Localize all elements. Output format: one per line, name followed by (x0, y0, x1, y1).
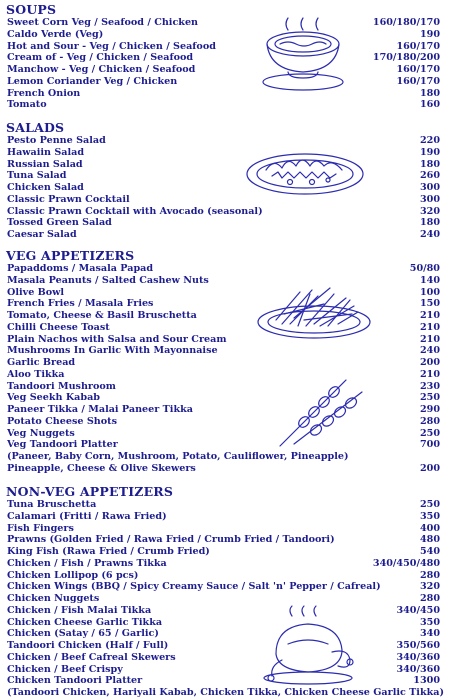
menu-item (7, 381, 440, 393)
menu-item-price: 250 (419, 499, 440, 510)
soup-bowl-illustration (258, 14, 348, 96)
menu-item-name: Chicken Cheese Garlic Tikka (7, 616, 163, 628)
menu-item-price: 250 (419, 427, 440, 439)
menu-item (7, 182, 440, 194)
menu-item (7, 593, 440, 605)
menu-item (7, 439, 440, 451)
menu-item-name: (Paneer, Baby Corn, Mushroom, Potato, Cauliflower, Pineapple) (7, 451, 349, 462)
fries-plate-illustration (254, 284, 374, 342)
menu-item-name: French Onion (7, 87, 81, 99)
menu-item-price: 700 (419, 439, 440, 451)
menu-item-name: Hot and Sour - Veg / Chicken / Seafood (7, 40, 216, 52)
menu-item-price: 350 (419, 510, 440, 522)
menu-item-name: Veg Nuggets (7, 427, 75, 439)
menu-item-price: 190 (419, 146, 440, 158)
menu-item-name: Tuna Salad (7, 170, 67, 182)
menu-item-price: 280 (419, 593, 440, 604)
menu-item-name: Pesto Penne Salad (7, 135, 106, 146)
menu-item (7, 369, 440, 381)
menu-item-price: 190 (419, 28, 440, 40)
menu-item (7, 640, 440, 652)
menu-item (7, 159, 440, 171)
menu-item (7, 17, 440, 29)
menu-item-name: Tandoori Chicken (Half / Full) (7, 640, 169, 651)
menu-item (7, 581, 440, 593)
menu-item (7, 170, 440, 182)
menu-item-price: 100 (419, 286, 440, 298)
menu-item-name: Lemon Coriander Veg / Chicken (7, 75, 178, 87)
menu-item-name: Chicken / Fish Malai Tikka (7, 604, 152, 616)
menu-item (7, 310, 440, 322)
menu-item-price: 250 (419, 392, 440, 404)
menu-item-name: Fish Fingers (7, 522, 74, 534)
menu-item-price: 150 (419, 298, 440, 310)
menu-item-name: Mushrooms In Garlic With Mayonnaise (7, 345, 218, 357)
menu-item-price: 180 (419, 158, 440, 170)
menu-item (7, 52, 440, 64)
menu-item-name: Russian Salad (7, 158, 83, 170)
menu-item (7, 287, 440, 299)
menu-item-price: 160 (419, 99, 440, 111)
menu-item (7, 675, 440, 687)
menu-item-name: Sweet Corn Veg / Seafood / Chicken (7, 17, 199, 28)
menu-item (7, 570, 440, 582)
menu-item (7, 404, 440, 416)
menu-item-name: Classic Prawn Cocktail (7, 193, 130, 205)
menu-item (7, 357, 440, 369)
menu-item (7, 194, 440, 206)
menu-item (7, 605, 440, 617)
menu-item-price: 290 (419, 404, 440, 415)
menu-item (7, 416, 440, 428)
menu-item-name: Tandoori Mushroom (7, 380, 116, 392)
menu-item-price: 210 (419, 321, 440, 333)
menu-item (7, 546, 440, 558)
menu-item-price: 240 (419, 229, 440, 240)
menu-item-name: Chicken Wings (BBQ / Spicy Creamy Sauce / Salt 'n' Pepper / Cafreal) (7, 581, 381, 593)
menu-item (7, 275, 440, 287)
menu-item (7, 558, 440, 570)
menu-item-name: Tomato (7, 99, 47, 111)
section-title: SOUPS (6, 2, 57, 17)
menu-item-name: French Fries / Masala Fries (7, 298, 154, 310)
menu-item-name: Tossed Green Salad (7, 217, 112, 229)
menu-item-name: Pineapple, Cheese & Olive Skewers (7, 462, 196, 474)
menu-item-name: Veg Tandoori Platter (7, 439, 118, 451)
menu-item-price: 350 (419, 616, 440, 628)
menu-item-price: 160/170 (396, 64, 440, 75)
menu-item-price: 340 (419, 628, 440, 640)
menu-item-price: 210 (419, 368, 440, 380)
menu-item-name: Prawns (Golden Fried / Rawa Fried / Crumb Fried / Tandoori) (7, 534, 335, 546)
menu-item (7, 263, 440, 275)
menu-item (7, 463, 440, 475)
menu-item-price: 340/360 (396, 651, 440, 663)
menu-item-price: 280 (419, 415, 440, 427)
menu-item (7, 511, 440, 523)
menu-item-name: Classic Prawn Cocktail with Avocado (seasonal) (7, 205, 263, 217)
menu-item-price: 220 (419, 135, 440, 146)
menu-item-price: 200 (419, 357, 440, 368)
menu-item-name: Plain Nachos with Salsa and Sour Cream (7, 333, 227, 345)
menu-item (7, 135, 440, 147)
menu-item (7, 29, 440, 41)
menu-item-price: 320 (419, 205, 440, 217)
menu-item-price: 230 (419, 380, 440, 392)
menu-item (7, 617, 440, 629)
menu-item-name: Paneer Tikka / Malai Paneer Tikka (7, 404, 193, 415)
menu-item (7, 64, 440, 76)
menu-item-name: Chicken Nuggets (7, 593, 100, 604)
menu-item-name: Chilli Cheese Toast (7, 321, 110, 333)
menu-item (7, 322, 440, 334)
menu-item (7, 76, 440, 88)
menu-item (7, 523, 440, 535)
menu-item-price: 340/360 (396, 663, 440, 675)
menu-item-price: 170/180/200 (372, 52, 440, 64)
menu-item-name: Chicken Lollipop (6 pcs) (7, 569, 139, 581)
menu-item-price: 340/450 (396, 604, 440, 616)
menu-item (7, 41, 440, 53)
menu-item-price: 210 (419, 333, 440, 345)
kebab-skewers-illustration (276, 372, 366, 448)
menu-item-name: Cream of - Veg / Chicken / Seafood (7, 52, 194, 64)
menu-item-name: Olive Bowl (7, 286, 65, 298)
menu-item (7, 499, 440, 511)
section-title: NON-VEG APPETIZERS (6, 484, 174, 499)
menu-item-name: Caesar Salad (7, 229, 77, 240)
menu-item (7, 298, 440, 310)
menu-item-name: Caldo Verde (Veg) (7, 28, 104, 40)
menu-item (7, 392, 440, 404)
menu-item-name: Hawaiin Salad (7, 146, 85, 158)
menu-item (7, 345, 440, 357)
menu-item (7, 428, 440, 440)
menu-item (7, 664, 440, 676)
menu-item-price: 300 (419, 193, 440, 205)
menu-item-price: 300 (419, 182, 440, 193)
menu-item (7, 206, 440, 218)
menu-item (7, 652, 440, 664)
menu-item (7, 229, 440, 241)
section-title: VEG APPETIZERS (6, 248, 135, 263)
menu-item-name: Tomato, Cheese & Basil Bruschetta (7, 310, 197, 321)
menu-item-price: 260 (419, 170, 440, 182)
menu-item-price: 480 (419, 534, 440, 546)
section-title: SALADS (6, 120, 65, 135)
menu-item-price: 340/450/480 (372, 557, 440, 569)
menu-item-name: Papaddoms / Masala Papad (7, 263, 154, 274)
menu-item-price: 180 (419, 87, 440, 99)
menu-item-name: Aloo Tikka (7, 368, 65, 380)
menu-item-name: Chicken / Fish / Prawns Tikka (7, 557, 167, 569)
menu-item-name: Potato Cheese Shots (7, 415, 117, 427)
menu-item-name: Chicken (Satay / 65 / Garlic) (7, 628, 159, 640)
menu-item-price: 140 (419, 274, 440, 286)
roast-chicken-illustration (262, 604, 356, 686)
menu-item (7, 99, 440, 111)
menu-item-price: 350/560 (396, 640, 440, 651)
menu-item-name: Veg Seekh Kabab (7, 392, 100, 404)
menu-item-price: 1300 (413, 675, 440, 687)
menu-item (7, 628, 440, 640)
menu-item-price: 400 (419, 522, 440, 534)
menu-item-price: 540 (419, 546, 440, 557)
menu-item-name: (Tandoori Chicken, Hariyali Kabab, Chicken Tikka, Chicken Cheese Garlic Tikka) (7, 687, 444, 698)
menu-item-price: 320 (419, 581, 440, 593)
menu-item-name: Garlic Bread (7, 357, 76, 368)
menu-item-name: King Fish (Rawa Fried / Crumb Fried) (7, 546, 210, 557)
menu-item-price: 160/170 (396, 75, 440, 87)
menu-item (7, 334, 440, 346)
menu-item-price: 210 (419, 310, 440, 321)
menu-item-name: Chicken / Beef Crispy (7, 663, 123, 675)
menu-item (7, 147, 440, 159)
menu-item-name: Chicken Salad (7, 182, 84, 193)
menu-item-price: 280 (419, 569, 440, 581)
menu-item-name: Masala Peanuts / Salted Cashew Nuts (7, 274, 209, 286)
menu-item-price: 240 (419, 345, 440, 357)
menu-item-price: 180 (419, 217, 440, 229)
menu-item-price: 200 (419, 462, 440, 474)
menu-item-name: Chicken / Beef Cafreal Skewers (7, 651, 176, 663)
menu-item-name: Chicken Tandoori Platter (7, 675, 143, 687)
menu-item-price: 160/170 (396, 40, 440, 52)
menu-item (7, 217, 440, 229)
menu-item-name: Calamari (Fritti / Rawa Fried) (7, 510, 167, 522)
salad-plate-illustration (242, 144, 368, 198)
menu-item (7, 687, 444, 699)
menu-item (7, 88, 440, 100)
menu-item-name: Tuna Bruschetta (7, 499, 97, 510)
menu-item (7, 451, 440, 463)
menu-item-name: Manchow - Veg / Chicken / Seafood (7, 64, 196, 75)
menu-item-price: 50/80 (409, 263, 440, 274)
menu-item (7, 534, 440, 546)
menu-item-price: 160/180/170 (372, 17, 440, 28)
